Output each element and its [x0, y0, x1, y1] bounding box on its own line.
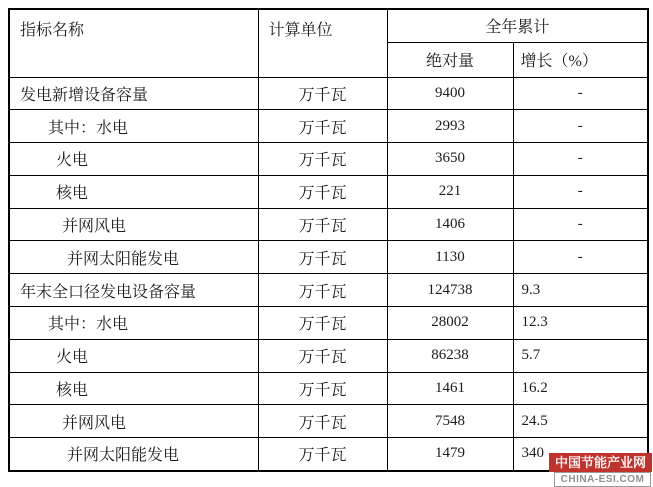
indicator-cell: 发电新增设备容量	[9, 77, 258, 110]
table-row	[9, 241, 648, 274]
header-row-1	[9, 9, 648, 42]
indicator-cell: 并网太阳能发电	[9, 438, 258, 471]
watermark-domain: CHINA-ESI.COM	[554, 472, 651, 487]
header-indicator-name: 指标名称	[9, 9, 258, 77]
unit-cell: 万千瓦	[258, 110, 387, 143]
growth-cell: 12.3	[513, 307, 648, 340]
absolute-cell: 1461	[387, 372, 513, 405]
indicator-cell: 其中：水电	[9, 110, 258, 143]
absolute-cell: 221	[387, 175, 513, 208]
table-row	[9, 77, 648, 110]
absolute-cell: 1479	[387, 438, 513, 471]
growth-cell: -	[513, 143, 648, 176]
indicator-cell: 核电	[9, 175, 258, 208]
absolute-cell: 7548	[387, 405, 513, 438]
absolute-cell: 9400	[387, 77, 513, 110]
indicator-cell: 年末全口径发电设备容量	[9, 274, 258, 307]
unit-cell: 万千瓦	[258, 405, 387, 438]
growth-cell: -	[513, 208, 648, 241]
table-row	[9, 339, 648, 372]
growth-cell: -	[513, 241, 648, 274]
header-absolute-amount: 绝对量	[387, 42, 513, 77]
indicator-cell: 其中：水电	[9, 307, 258, 340]
absolute-cell: 2993	[387, 110, 513, 143]
indicator-cell: 火电	[9, 339, 258, 372]
unit-cell: 万千瓦	[258, 372, 387, 405]
absolute-cell: 124738	[387, 274, 513, 307]
growth-cell: -	[513, 77, 648, 110]
growth-cell: 340	[513, 438, 648, 471]
statistics-table	[8, 8, 649, 472]
table-row	[9, 372, 648, 405]
growth-cell: -	[513, 110, 648, 143]
absolute-cell: 3650	[387, 143, 513, 176]
unit-cell: 万千瓦	[258, 339, 387, 372]
growth-cell: 16.2	[513, 372, 648, 405]
indicator-cell: 火电	[9, 143, 258, 176]
table-row	[9, 143, 648, 176]
unit-cell: 万千瓦	[258, 143, 387, 176]
unit-cell: 万千瓦	[258, 77, 387, 110]
table-body	[9, 77, 648, 471]
header-growth-percent: 增长（%）	[513, 42, 648, 77]
growth-cell: -	[513, 175, 648, 208]
table-row	[9, 110, 648, 143]
table-row	[9, 307, 648, 340]
table-row	[9, 274, 648, 307]
unit-cell: 万千瓦	[258, 438, 387, 471]
unit-cell: 万千瓦	[258, 241, 387, 274]
growth-cell: 5.7	[513, 339, 648, 372]
indicator-cell: 核电	[9, 372, 258, 405]
growth-cell: 24.5	[513, 405, 648, 438]
table-header	[9, 9, 648, 77]
unit-cell: 万千瓦	[258, 175, 387, 208]
unit-cell: 万千瓦	[258, 208, 387, 241]
unit-cell: 万千瓦	[258, 274, 387, 307]
unit-cell: 万千瓦	[258, 307, 387, 340]
indicator-cell: 并网风电	[9, 208, 258, 241]
header-unit: 计算单位	[258, 9, 387, 77]
absolute-cell: 1130	[387, 241, 513, 274]
watermark-site-name: 中国节能产业网	[549, 453, 652, 472]
growth-cell: 9.3	[513, 274, 648, 307]
indicator-cell: 并网风电	[9, 405, 258, 438]
absolute-cell: 1406	[387, 208, 513, 241]
table-row	[9, 405, 648, 438]
absolute-cell: 28002	[387, 307, 513, 340]
header-annual-total: 全年累计	[387, 9, 648, 42]
table-row	[9, 208, 648, 241]
indicator-cell: 并网太阳能发电	[9, 241, 258, 274]
table-row	[9, 175, 648, 208]
absolute-cell: 86238	[387, 339, 513, 372]
